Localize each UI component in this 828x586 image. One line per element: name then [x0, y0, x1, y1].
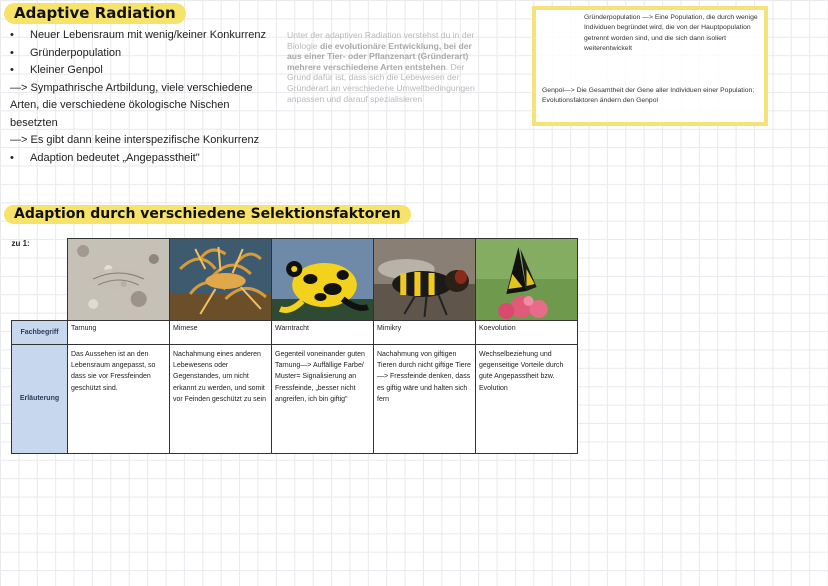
bullet: • — [10, 46, 14, 59]
note-item — [10, 27, 278, 45]
term-cell: Warntracht — [272, 321, 374, 345]
note-arrow-speciation: —> Sympathrische Artbildung, viele verschiedene Arten, die verschiedene ökologische Nischen besetzten — [10, 81, 253, 129]
section-title-adaptive-radiation: Adaptive Radiation — [4, 3, 186, 24]
image-cell-warning — [272, 239, 374, 321]
term-row — [12, 321, 578, 345]
explanation-cell: Nachahmung von giftigen Tieren durch nicht giftige Tiere—> Fressfeinde denken, dass es giftig wäre und halten sich fern — [374, 345, 476, 454]
poison-dart-frog-image — [272, 239, 373, 320]
term-cell: Koevolution — [476, 321, 578, 345]
bullet: • — [10, 64, 14, 76]
image-row — [12, 239, 578, 321]
selection-factors-table — [11, 238, 578, 454]
note-arrow-competition: —> Es gibt dann keine interspezifische Konkurrenz — [10, 134, 260, 146]
note-text: Neuer Lebensraum mit wenig/keiner Konkurrenz — [30, 29, 267, 41]
definition-founder-population: Gründerpopulation —> Eine Population, die durch wenige Individuen begründet wird, die von der Hauptpopulation getrennt worden sind, und die sich dann isoliert weiterentwickelt — [584, 14, 758, 53]
note-item — [10, 45, 278, 63]
faded-definition — [287, 30, 477, 104]
bullet: • — [10, 29, 14, 41]
definition-genpool: Genpol—> Die Gesamtheit der Gene aller Individuen einer Population; Evolutionsfaktoren ändern den Genpol — [542, 87, 755, 105]
image-cell-mimesis — [170, 239, 272, 321]
term-cell: Mimese — [170, 321, 272, 345]
term-cell: Tarnung — [68, 321, 170, 345]
leafy-seadragon-image — [170, 239, 271, 320]
term-cell: Mimikry — [374, 321, 476, 345]
zu-label: zu 1: — [11, 238, 30, 248]
explanation-cell: Gegenteil voneinander guten Tarnung—> Auffällige Farbe/ Muster= Signalisierung an Fressfeinde, „besser nicht angreifen, ich bin giftig" — [272, 345, 374, 454]
explanation-cell: Wechselbeziehung und gegenseitige Vorteile durch gute Angepasstheit bzw. Evolution — [476, 345, 578, 454]
image-cell-coevolution — [476, 239, 578, 321]
butterfly-flower-image — [476, 239, 577, 320]
bullet: • — [10, 151, 14, 164]
note-text: Kleiner Genpol — [30, 64, 103, 76]
definition-box — [532, 6, 768, 126]
hoverfly-image — [374, 239, 475, 320]
faded-part1: Unter der adaptiven Radiation verstehst du in der Biologie — [287, 30, 475, 51]
explanation-row — [12, 345, 578, 454]
faded-part2: . Der Grund dafür ist, dass sich die Lebewesen der Gründerart an verschiedene Umweltbedingungen anpassen und darauf spezialisieren — [287, 61, 475, 104]
image-cell-mimicry — [374, 239, 476, 321]
note-item — [10, 150, 278, 168]
image-cell-camouflage — [68, 239, 170, 321]
blank-cell — [12, 239, 68, 321]
moth-camouflage-image — [68, 239, 169, 320]
row-header-term: Fachbegriff — [12, 321, 68, 345]
note-text: Gründerpopulation — [30, 46, 122, 59]
note-item — [10, 62, 278, 80]
section-title-adaption: Adaption durch verschiedene Selektionsfaktoren — [4, 205, 411, 224]
explanation-cell: Nachahmung eines anderen Lebewesens oder Gegenstandes, um nicht erkannt zu werden, und somit vor Feinden geschützt zu sein — [170, 345, 272, 454]
row-header-explanation: Erläuterung — [12, 345, 68, 454]
explanation-cell: Das Aussehen ist an den Lebensraum angepasst, so dass sie vor Fressfeinden geschützt sind. — [68, 345, 170, 454]
note-text: Adaption bedeutet „Angepasstheit" — [30, 151, 200, 164]
notes-list — [10, 27, 278, 167]
faded-bold: die evolutionäre Entwicklung, bei der aus einer Tier- oder Pflanzenart (Gründerart) mehrere verschiedene Arten entstehen — [287, 40, 472, 72]
